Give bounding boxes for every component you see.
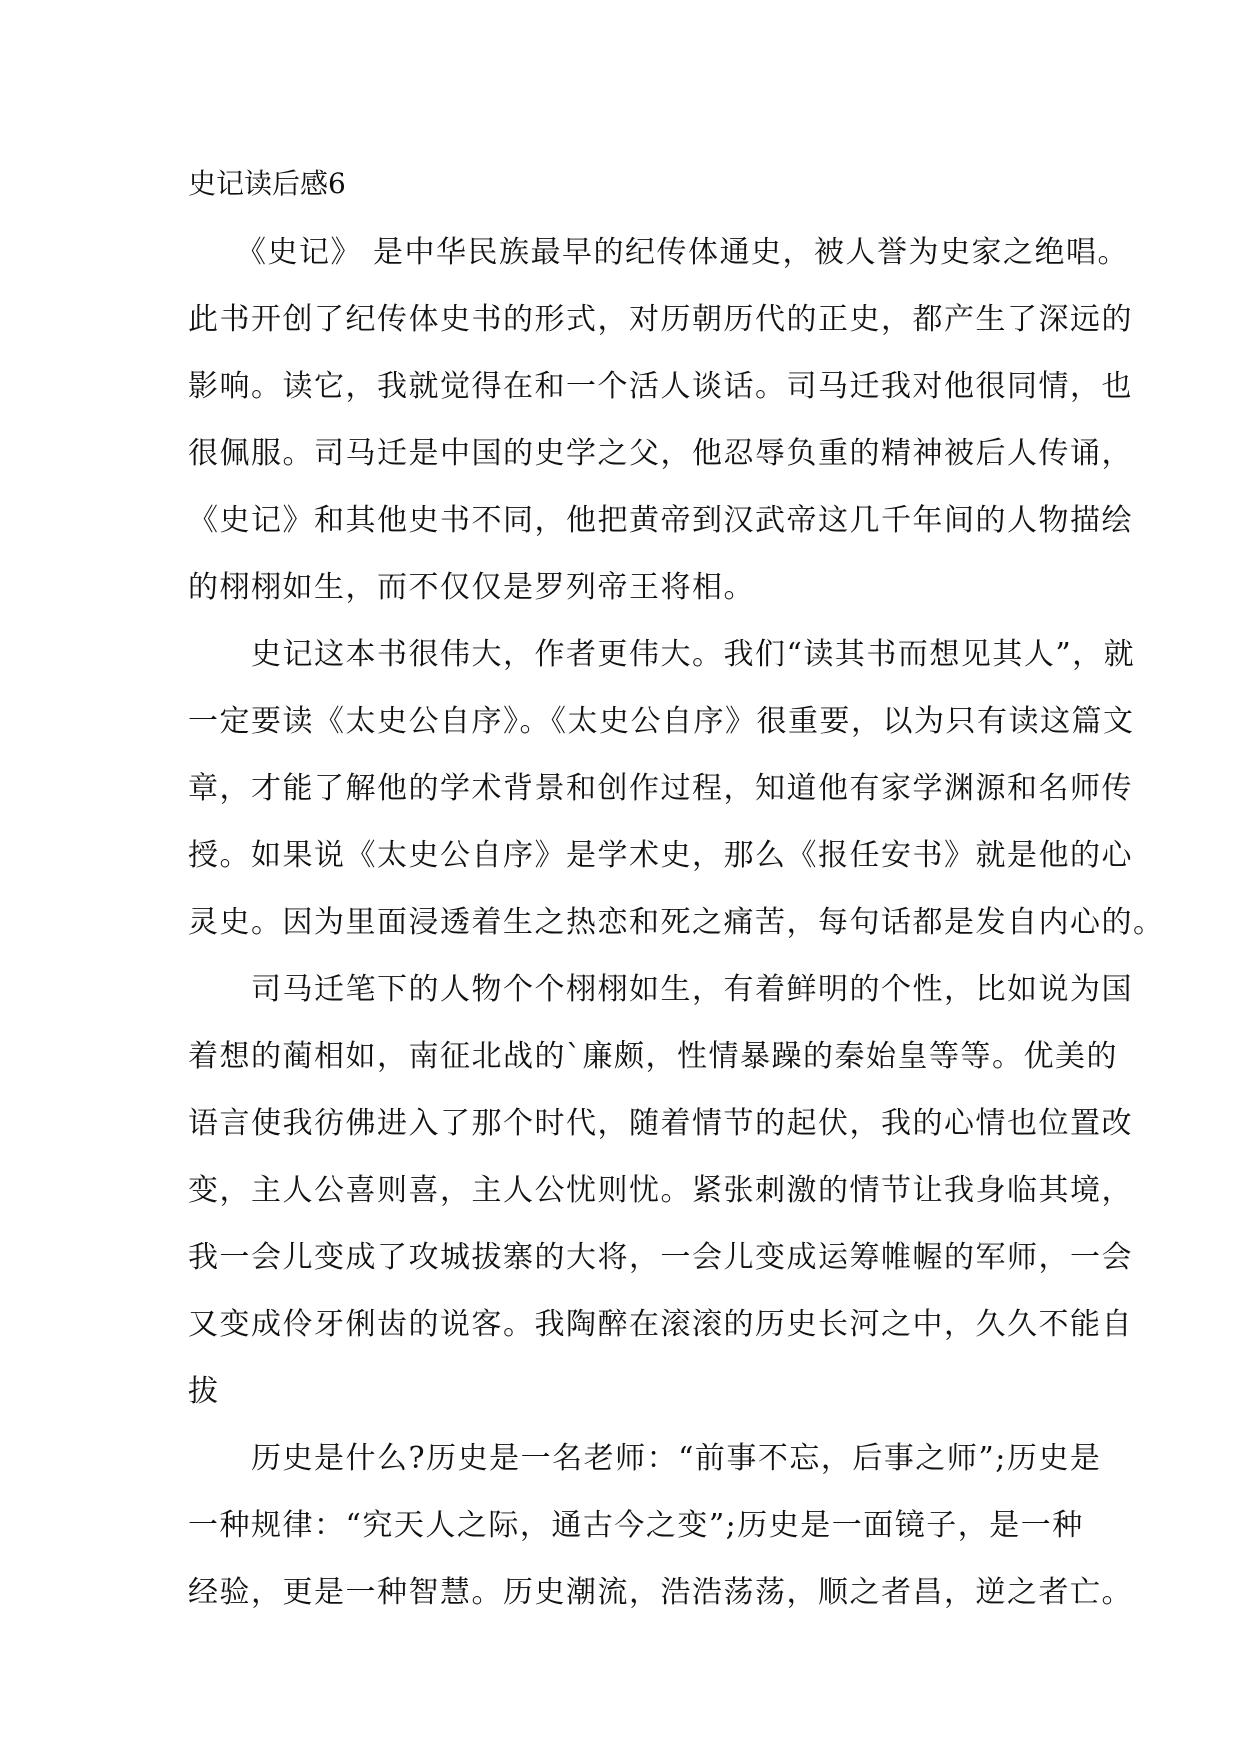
paragraph-line: 司马迁笔下的人物个个栩栩如生，有着鲜明的个性，比如说为国	[188, 972, 1133, 1007]
paragraph-line: 我一会儿变成了攻城拔寨的大将，一会儿变成运筹帷幄的军师，一会	[188, 1240, 1133, 1275]
paragraph-line: 灵史。因为里面浸透着生之热恋和死之痛苦，每句话都是发自内心的。	[188, 905, 1165, 940]
paragraph-line: 很佩服。司马迁是中国的史学之父，他忍辱负重的精神被后人传诵，	[188, 436, 1133, 471]
paragraph-line: 历史是什么?历史是一名老师：“前事不忘，后事之师”;历史是	[188, 1441, 1102, 1476]
paragraph-line: 章，才能了解他的学术背景和创作过程，知道他有家学渊源和名师传	[188, 771, 1133, 806]
paragraph-line: 此书开创了纪传体史书的形式，对历朝历代的正史，都产生了深远的	[188, 302, 1133, 337]
paragraph-line: 授。如果说《太史公自序》是学术史，那么《报任安书》就是他的心	[188, 838, 1133, 873]
paragraph-line: 变，主人公喜则喜，主人公忧则忧。紧张刺激的情节让我身临其境，	[188, 1173, 1133, 1208]
paragraph-line: 一种规律：“究天人之际，通古今之变”;历史是一面镜子，是一种	[188, 1508, 1084, 1543]
document-title: 史记读后感6	[188, 167, 346, 200]
paragraph-line: 《史记》和其他史书不同，他把黄帝到汉武帝这几千年间的人物描绘	[188, 503, 1133, 538]
paragraph-line: 《史记》 是中华民族最早的纪传体通史，被人誉为史家之绝唱。	[188, 235, 1130, 270]
paragraph-line: 影响。读它，我就觉得在和一个活人谈话。司马迁我对他很同情，也	[188, 369, 1133, 404]
paragraph-line: 语言使我彷佛进入了那个时代，随着情节的起伏，我的心情也位置改	[188, 1106, 1133, 1141]
paragraph-line: 拔	[188, 1374, 220, 1409]
paragraph-line: 一定要读《太史公自序》。《太史公自序》很重要，以为只有读这篇文	[188, 704, 1135, 739]
paragraph-line: 史记这本书很伟大，作者更伟大。我们“读其书而想见其人”，就	[188, 637, 1136, 672]
paragraph-line: 经验，更是一种智慧。历史潮流，浩浩荡荡，顺之者昌，逆之者亡。	[188, 1575, 1133, 1610]
paragraph-line: 的栩栩如生，而不仅仅是罗列帝王将相。	[188, 570, 755, 605]
paragraph-line: 着想的蔺相如，南征北战的`廉颇，性情暴躁的秦始皇等等。优美的	[188, 1039, 1118, 1074]
paragraph-line: 又变成伶牙俐齿的说客。我陶醉在滚滚的历史长河之中，久久不能自	[188, 1307, 1133, 1342]
